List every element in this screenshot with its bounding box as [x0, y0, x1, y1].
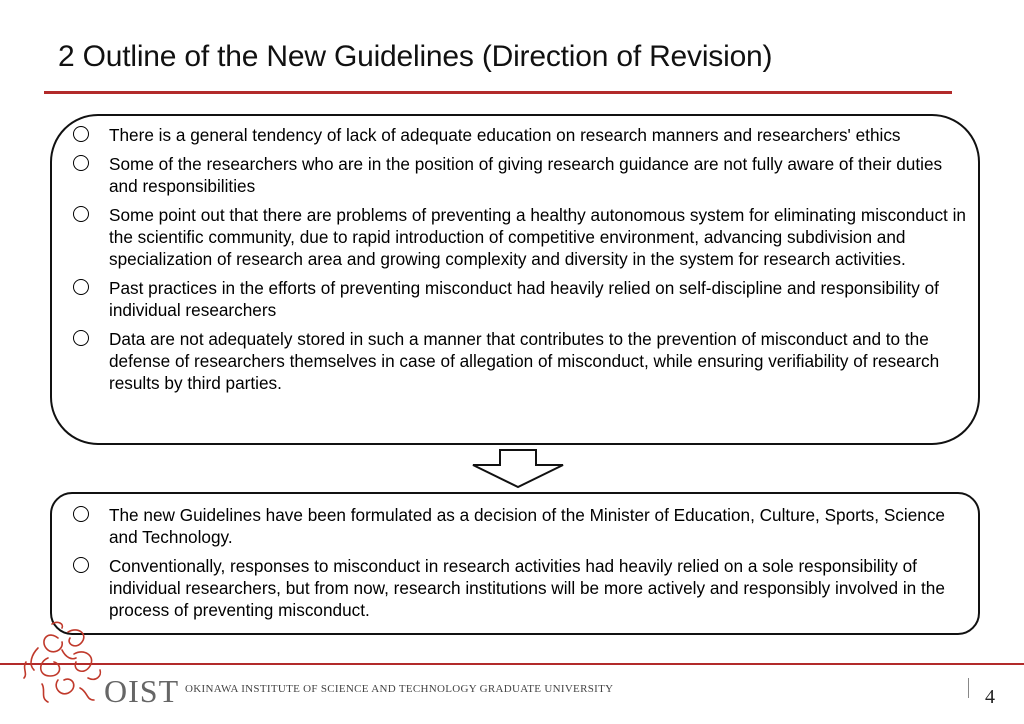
list-item-text: The new Guidelines have been formulated as a decision of the Minister of Education, Culture, Sports, Science and Technology.: [109, 505, 945, 547]
institution-name: OKINAWA INSTITUTE OF SCIENCE AND TECHNOLOGY GRADUATE UNIVERSITY: [185, 683, 614, 695]
outcomes-box: [50, 492, 980, 635]
list-item: [52, 277, 978, 321]
list-item-text: Some of the researchers who are in the position of giving research guidance are not fully aware of their duties and responsibilities: [109, 154, 943, 196]
issues-list: [52, 116, 978, 394]
list-item: [52, 204, 978, 270]
list-item: [52, 124, 978, 146]
circle-bullet-icon: [73, 557, 89, 573]
list-item-text: There is a general tendency of lack of adequate education on research manners and researchers' ethics: [109, 125, 901, 145]
circle-bullet-icon: [73, 506, 89, 522]
oist-logo-text: OIST: [104, 673, 180, 709]
list-item: [52, 555, 978, 621]
down-arrow-icon: [470, 449, 566, 489]
outcomes-list: [52, 494, 978, 621]
list-item-text: Data are not adequately stored in such a manner that contributes to the prevention of misconduct and to the defense of researchers themselves in case of allegation of misconduct, while ensuring verifiability of research results by third parties.: [109, 329, 940, 393]
circle-bullet-icon: [73, 279, 89, 295]
page-number: 4: [985, 686, 995, 708]
list-item-text: Past practices in the efforts of preventing misconduct had heavily relied on self-discipline and responsibility of individual researchers: [109, 278, 939, 320]
list-item-text: Some point out that there are problems of preventing a healthy autonomous system for eliminating misconduct in the scientific community, due to rapid introduction of competitive environment, advancing subdivision and specialization of research area and growing complexity and diversity in the system for research activities.: [109, 205, 966, 269]
circle-bullet-icon: [73, 330, 89, 346]
circle-bullet-icon: [73, 206, 89, 222]
footer-divider: [0, 663, 1024, 665]
title-divider: [44, 91, 952, 94]
circle-bullet-icon: [73, 155, 89, 171]
page-title: 2 Outline of the New Guidelines (Direction of Revision): [58, 40, 773, 73]
issues-box: [50, 114, 980, 445]
list-item: [52, 504, 978, 548]
list-item: [52, 328, 978, 394]
list-item-text: Conventionally, responses to misconduct in research activities had heavily relied on a sole responsibility of individual researchers, but from now, research institutions will be more actively and responsibly involved in the process of preventing misconduct.: [109, 556, 945, 620]
list-item: [52, 153, 978, 197]
circle-bullet-icon: [73, 126, 89, 142]
page-number-separator: [968, 678, 969, 698]
